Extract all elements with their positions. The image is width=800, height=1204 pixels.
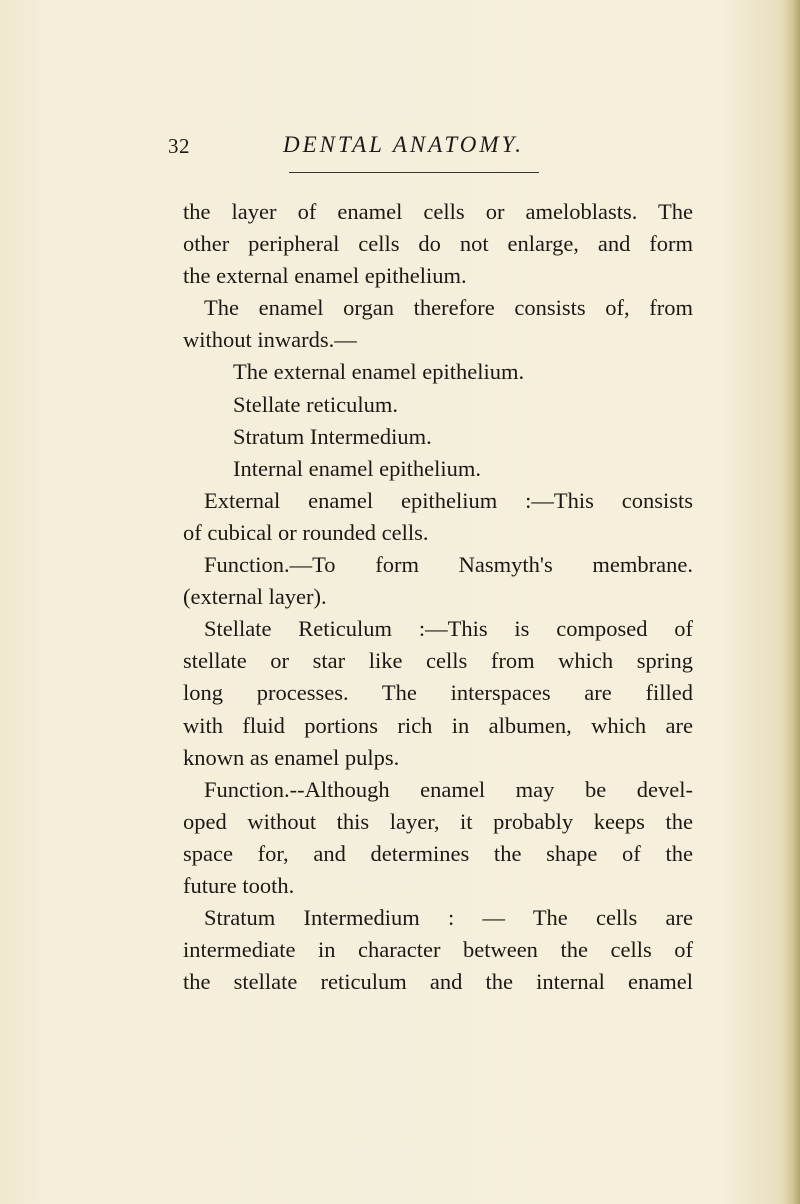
- text-line: intermediate in character between the cells of: [183, 937, 693, 963]
- text-line: the external enamel epithelium.: [183, 263, 467, 289]
- body-text: [183, 196, 693, 998]
- text-line: Function.--Although enamel may be devel-: [204, 776, 693, 802]
- text-line: future tooth.: [183, 872, 295, 898]
- text-line: External enamel epithelium :—This consists: [204, 487, 693, 513]
- text-line: the layer of enamel cells or ameloblasts. The: [183, 199, 693, 224]
- text-line: Stellate Reticulum :—This is composed of: [204, 616, 693, 642]
- page-header: [168, 134, 688, 174]
- text-line: Function.—To form Nasmyth's membrane.: [204, 552, 693, 578]
- text-line: (external layer).: [183, 584, 327, 610]
- text-line: the stellate reticulum and the internal enamel: [183, 969, 693, 995]
- list-item: Internal enamel epithelium.: [233, 455, 482, 481]
- list-item: Stratum Intermedium.: [233, 423, 432, 449]
- text-line: without inwards.—: [183, 327, 357, 353]
- list-item: The external enamel epithelium.: [233, 359, 525, 385]
- text-line: with fluid portions rich in albumen, which are: [183, 712, 693, 738]
- list-item: Stellate reticulum.: [233, 391, 398, 417]
- page-edge-shadow: [784, 0, 800, 1204]
- text-line: other peripheral cells do not enlarge, and form: [183, 231, 693, 257]
- text-line: The enamel organ therefore consists of, from: [204, 295, 693, 321]
- text-line: stellate or star like cells from which spring: [183, 648, 693, 674]
- text-line: Stratum Intermedium : — The cells are: [204, 905, 693, 931]
- text-line: long processes. The interspaces are filled: [183, 680, 693, 706]
- running-head: DENTAL ANATOMY.: [283, 132, 525, 157]
- text-line: space for, and determines the shape of the: [183, 840, 693, 866]
- text-line: known as enamel pulps.: [183, 744, 400, 770]
- header-rule: [289, 172, 539, 173]
- page-number: 32: [168, 134, 190, 158]
- text-line: of cubical or rounded cells.: [183, 519, 429, 545]
- text-line: oped without this layer, it probably keeps the: [183, 808, 693, 834]
